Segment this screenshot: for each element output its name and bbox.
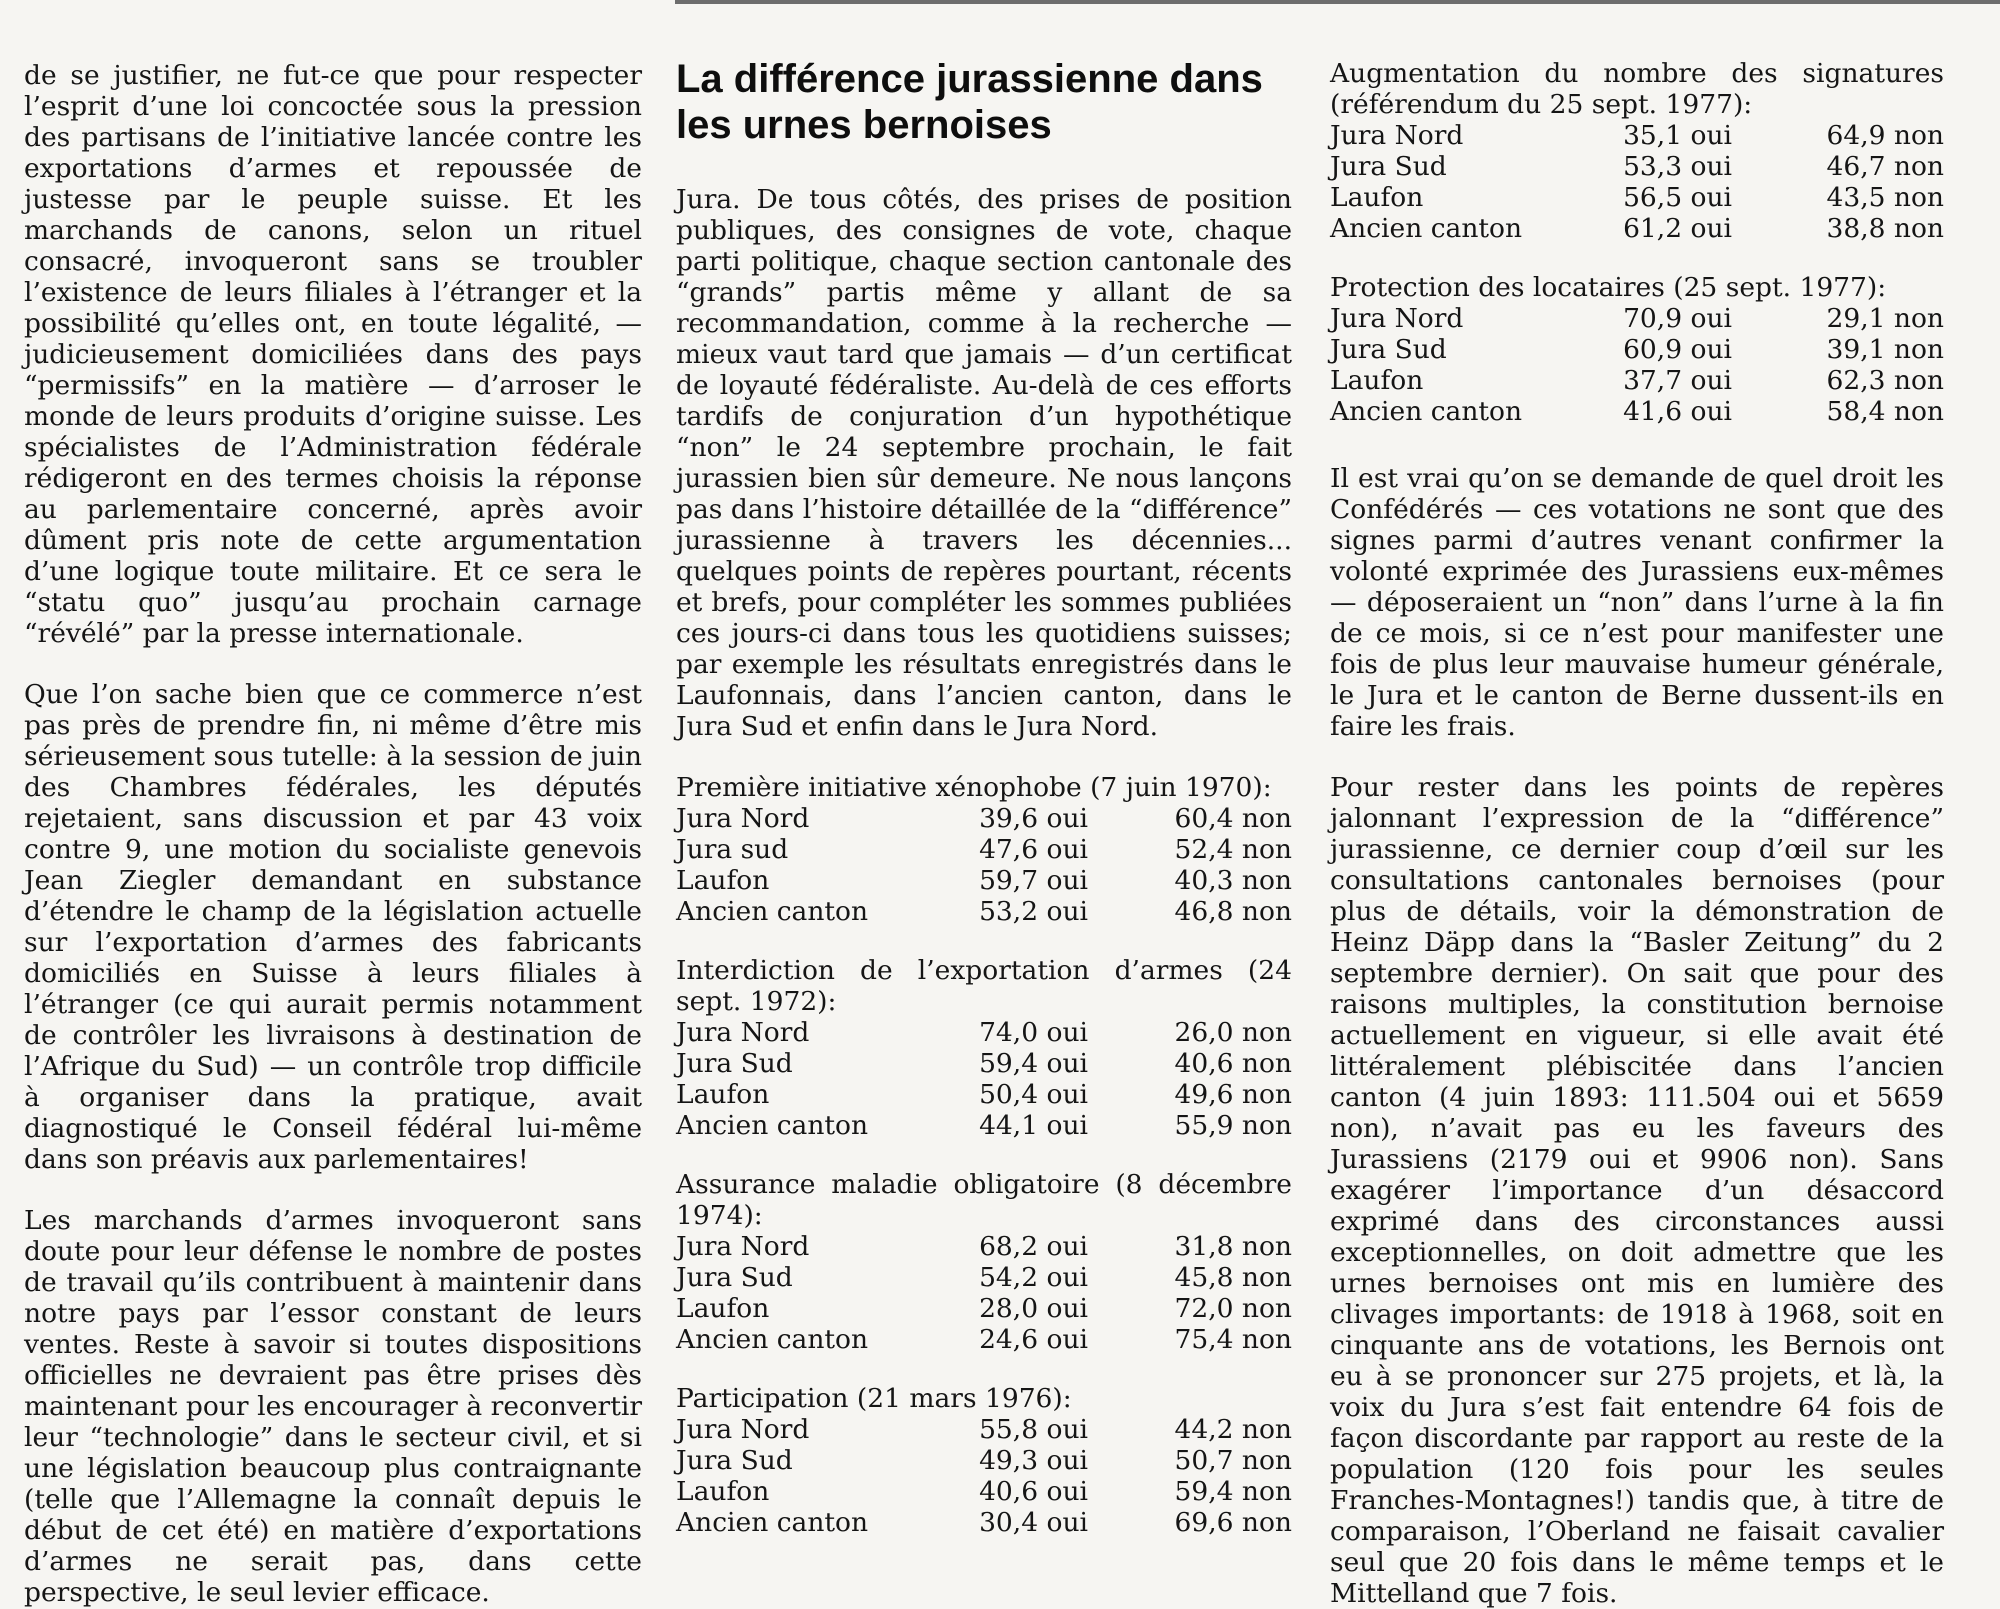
region: Laufon — [1330, 365, 1424, 396]
no-percent: 72,0 non — [1174, 1293, 1292, 1324]
vote-row — [1330, 303, 1944, 334]
region: Ancien canton — [676, 1324, 869, 1355]
region: Jura Nord — [676, 1017, 810, 1048]
region: Laufon — [676, 1079, 770, 1110]
yes-percent: 50,4 oui — [979, 1079, 1088, 1110]
yes-percent: 68,2 oui — [979, 1231, 1088, 1262]
yes-percent: 53,3 oui — [1623, 151, 1732, 182]
region: Jura Sud — [1330, 151, 1447, 182]
region: Ancien canton — [676, 1110, 869, 1141]
vote-section — [1330, 272, 1944, 427]
no-percent: 75,4 non — [1174, 1324, 1292, 1355]
vote-row — [676, 803, 1292, 834]
vote-row — [1330, 120, 1944, 151]
no-percent: 44,2 non — [1174, 1414, 1292, 1445]
vote-row — [676, 1324, 1292, 1355]
no-percent: 62,3 non — [1826, 365, 1944, 396]
region: Ancien canton — [1330, 213, 1523, 244]
yes-percent: 24,6 oui — [979, 1324, 1088, 1355]
vote-row — [1330, 365, 1944, 396]
vote-row — [676, 1231, 1292, 1262]
yes-percent: 30,4 oui — [979, 1507, 1088, 1538]
vote-row — [1330, 213, 1944, 244]
yes-percent: 39,6 oui — [979, 803, 1088, 834]
no-percent: 31,8 non — [1174, 1231, 1292, 1262]
column-left — [24, 60, 642, 1608]
no-percent: 45,8 non — [1174, 1262, 1292, 1293]
vote-row — [1330, 334, 1944, 365]
vote-row — [1330, 182, 1944, 213]
yes-percent: 28,0 oui — [979, 1293, 1088, 1324]
intro-paragraph: Jura. De tous côtés, des prises de position publiques, des consignes de vote, chaque parti politique, chaque section cantonale des “grands” partis même y allant de sa recommandation, comme à la recherche — mieux vaut tard que jamais — d’un certificat de loyauté fédéraliste. Au-delà de ces efforts tardifs de conjuration d’un hypothétique “non” le 24 septembre prochain, le fait jurassien bien sûr demeure. Ne nous lançons pas dans l’histoire détaillée de la “différence” jurassienne à travers les décennies... quelques points de repères pourtant, récents et brefs, pour compléter les sommes publiées ces jours-ci dans tous les quotidiens suisses; par exemple les résultats enregistrés dans le Laufonnais, dans l’ancien canton, dans le Jura Sud et enfin dans le Jura Nord. — [676, 184, 1292, 742]
column-right — [1330, 58, 1944, 1609]
vote-row — [676, 1476, 1292, 1507]
no-percent: 40,6 non — [1174, 1048, 1292, 1079]
yes-percent: 54,2 oui — [979, 1262, 1088, 1293]
yes-percent: 47,6 oui — [979, 834, 1088, 865]
region: Jura Sud — [676, 1262, 793, 1293]
region: Laufon — [676, 865, 770, 896]
paragraph: Que l’on sache bien que ce commerce n’est pas près de prendre fin, ni même d’être mis sérieusement sous tutelle: à la session de juin des Chambres fédérales, les députés rejetaient, sans discussion et par 43 voix contre 9, une motion du socialiste genevois Jean Ziegler demandant en substance d’étendre le champ de la législation actuelle sur l’exportation d’armes des fabricants domiciliés en Suisse à leurs filiales à l’étranger (ce qui aurait permis notamment de contrôler les livraisons à destination de l’Afrique du Sud) — un contrôle trop difficile à organiser dans la pratique, avait diagnostiqué le Conseil fédéral lui-même dans son préavis aux parlementaires! — [24, 679, 642, 1175]
yes-percent: 61,2 oui — [1623, 213, 1732, 244]
paragraph: Les marchands d’armes invoqueront sans doute pour leur défense le nombre de postes de travail qu’ils contribuent à maintenir dans notre pays par l’essor constant de leurs ventes. Reste à savoir si toutes dispositions officielles ne devraient pas être prises dès maintenant pour les encourager à reconvertir leur “technologie” dans le secteur civil, et si une législation beaucoup plus contraignante (telle que l’Allemagne la connaît depuis le début de cet été) en matière d’exportations d’armes ne serait pas, dans cette perspective, le seul levier efficace. — [24, 1205, 642, 1608]
yes-percent: 41,6 oui — [1623, 396, 1732, 427]
no-percent: 60,4 non — [1174, 803, 1292, 834]
vote-row — [676, 1048, 1292, 1079]
no-percent: 38,8 non — [1826, 213, 1944, 244]
vote-row — [676, 1079, 1292, 1110]
vote-title: Protection des locataires (25 sept. 1977): — [1330, 272, 1887, 303]
region: Jura Nord — [676, 1414, 810, 1445]
vote-row — [676, 1017, 1292, 1048]
no-percent: 52,4 non — [1174, 834, 1292, 865]
yes-percent: 44,1 oui — [979, 1110, 1088, 1141]
no-percent: 64,9 non — [1826, 120, 1944, 151]
region: Ancien canton — [676, 1507, 869, 1538]
yes-percent: 70,9 oui — [1623, 303, 1732, 334]
no-percent: 39,1 non — [1826, 334, 1944, 365]
region: Jura Sud — [676, 1445, 793, 1476]
vote-row — [676, 1262, 1292, 1293]
region: Ancien canton — [1330, 396, 1523, 427]
yes-percent: 55,8 oui — [979, 1414, 1088, 1445]
no-percent: 26,0 non — [1174, 1017, 1292, 1048]
article-headline: La différence jurassienne dans les urnes bernoises — [676, 57, 1263, 147]
no-percent: 49,6 non — [1174, 1079, 1292, 1110]
vote-title: Interdiction de l’exportation d’armes (24 sept. 1972): — [676, 955, 1292, 1017]
region: Jura Nord — [1330, 120, 1464, 151]
column-middle — [676, 56, 1292, 1538]
yes-percent: 56,5 oui — [1623, 182, 1732, 213]
vote-row — [1330, 151, 1944, 182]
vote-title: Augmentation du nombre des signatures (référendum du 25 sept. 1977): — [1330, 58, 1944, 120]
region: Jura Nord — [1330, 303, 1464, 334]
vote-section — [676, 1169, 1292, 1355]
no-percent: 59,4 non — [1174, 1476, 1292, 1507]
vote-section — [676, 955, 1292, 1141]
vote-row — [676, 1507, 1292, 1538]
vote-row — [676, 1293, 1292, 1324]
paragraph: de se justifier, ne fut-ce que pour respecter l’esprit d’une loi concoctée sous la pression des partisans de l’initiative lancée contre les exportations d’armes et repoussée de justesse par le peuple suisse. Et les marchands de canons, selon un rituel consacré, invoqueront sans se troubler l’existence de leurs filiales à l’étranger et la possibilité qu’elles ont, en toute légalité, —judicieusement domiciliées dans des pays “permissifs” en la matière — d’arroser le monde de leurs produits d’origine suisse. Les spécialistes de l’Administration fédérale rédigeront en des termes choisis la réponse au parlementaire concerné, après avoir dûment pris note de cette argumentation d’une logique toute militaire. Et ce sera le “statu quo” jusqu’au prochain carnage “révélé” par la presse internationale. — [24, 60, 642, 649]
vote-row — [676, 1414, 1292, 1445]
vote-title: Participation (21 mars 1976): — [676, 1383, 1072, 1414]
yes-percent: 49,3 oui — [979, 1445, 1088, 1476]
yes-percent: 59,7 oui — [979, 865, 1088, 896]
region: Jura sud — [676, 834, 789, 865]
vote-section — [1330, 58, 1944, 244]
region: Jura Sud — [1330, 334, 1447, 365]
vote-section — [676, 1383, 1292, 1538]
no-percent: 69,6 non — [1174, 1507, 1292, 1538]
no-percent: 29,1 non — [1826, 303, 1944, 334]
paragraph: Pour rester dans les points de repères jalonnant l’expression de la “différence” jurassienne, ce dernier coup d’œil sur les consultations cantonales bernoises (pour plus de détails, voir la démonstration de Heinz Däpp dans la “Basler Zeitung” du 2 septembre dernier). On sait que pour des raisons multiples, la constitution bernoise actuellement en vigueur, si elle avait été littéralement plébiscitée dans l’ancien canton (4 juin 1893: 111.504 oui et 5659 non), n’avait pas eu les faveurs des Jurassiens (2179 oui et 9906 non). Sans exagérer l’importance d’un désaccord exprimé dans des circonstances aussi exceptionnelles, on doit admettre que les urnes bernoises ont mis en lumière des clivages importants: de 1918 à 1968, soit en cinquante ans de votations, les Bernois ont eu à se prononcer sur 275 projets, et là, la voix du Jura s’est fait entendre 64 fois de façon discordante par rapport au reste de la population (120 fois pour les seules Franches-Montagnes!) tandis que, à titre de comparaison, l’Oberland ne faisait cavalier seul que 20 fois dans le même temps et le Mittelland que 7 fois. — [1330, 772, 1944, 1609]
yes-percent: 74,0 oui — [979, 1017, 1088, 1048]
no-percent: 50,7 non — [1174, 1445, 1292, 1476]
yes-percent: 35,1 oui — [1623, 120, 1732, 151]
yes-percent: 53,2 oui — [979, 896, 1088, 927]
region: Laufon — [1330, 182, 1424, 213]
top-rule — [675, 0, 2000, 4]
region: Jura Sud — [676, 1048, 793, 1079]
no-percent: 40,3 non — [1174, 865, 1292, 896]
vote-title: Assurance maladie obligatoire (8 décembre 1974): — [676, 1169, 1292, 1231]
yes-percent: 37,7 oui — [1623, 365, 1732, 396]
region: Laufon — [676, 1293, 770, 1324]
vote-title: Première initiative xénophobe (7 juin 1970): — [676, 772, 1272, 803]
vote-row — [676, 1110, 1292, 1141]
vote-row — [1330, 396, 1944, 427]
vote-row — [676, 1445, 1292, 1476]
no-percent: 58,4 non — [1826, 396, 1944, 427]
yes-percent: 40,6 oui — [979, 1476, 1088, 1507]
no-percent: 46,7 non — [1826, 151, 1944, 182]
paragraph: Il est vrai qu’on se demande de quel droit les Confédérés — ces votations ne sont que des signes parmi d’autres venant confirmer la volonté exprimée des Jurassiens eux-mêmes — déposeraient un “non” dans l’urne à la fin de ce mois, si ce n’est pour manifester une fois de plus leur mauvaise humeur générale, le Jura et le canton de Berne dussent-ils en faire les frais. — [1330, 463, 1944, 742]
region: Jura Nord — [676, 1231, 810, 1262]
no-percent: 43,5 non — [1826, 182, 1944, 213]
yes-percent: 60,9 oui — [1623, 334, 1732, 365]
no-percent: 55,9 non — [1174, 1110, 1292, 1141]
vote-row — [676, 896, 1292, 927]
region: Laufon — [676, 1476, 770, 1507]
region: Jura Nord — [676, 803, 810, 834]
vote-row — [676, 865, 1292, 896]
region: Ancien canton — [676, 896, 869, 927]
no-percent: 46,8 non — [1174, 896, 1292, 927]
vote-row — [676, 834, 1292, 865]
yes-percent: 59,4 oui — [979, 1048, 1088, 1079]
vote-section — [676, 772, 1292, 927]
